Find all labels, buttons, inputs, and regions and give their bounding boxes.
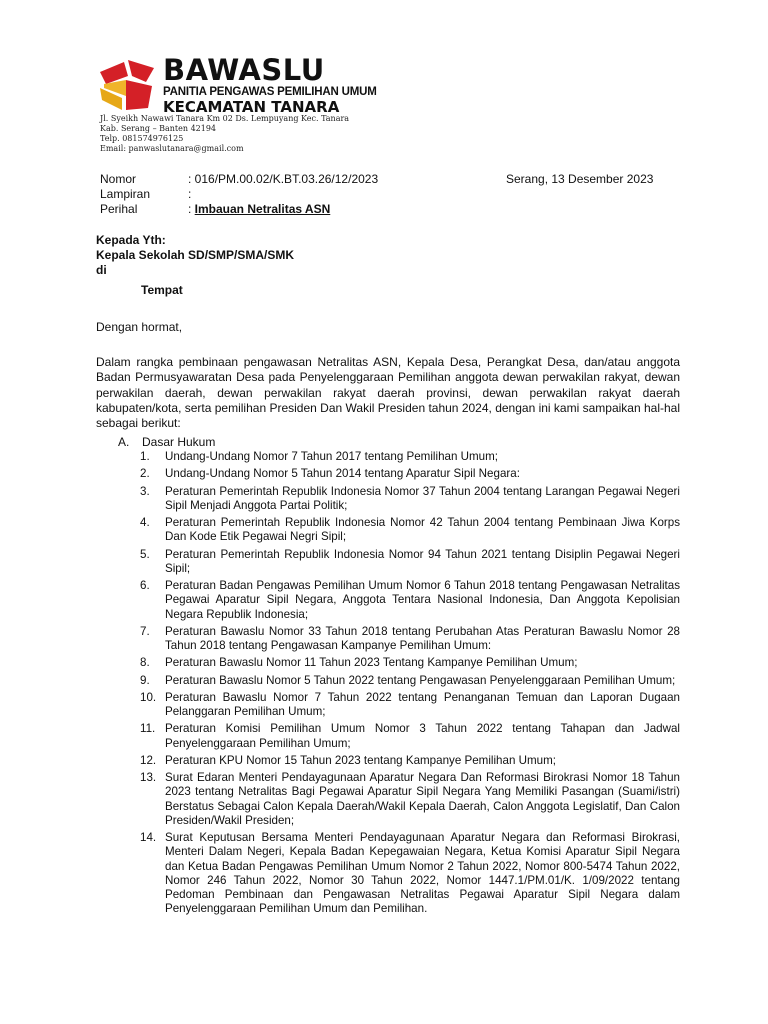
list-item [140, 771, 680, 828]
item-text: Peraturan Badan Pengawas Pemilihan Umum Nomor 6 Tahun 2018 tentang Pengawasan Netralitas Pegawai Aparatur Sipil Negara, Anggota Tentara Nasional Indonesia, Dan Anggota Kepolisian Negara Republik Indonesia; [165, 579, 680, 621]
item-number: 9. [140, 673, 150, 687]
list-item [140, 625, 680, 653]
nomor-label: Nomor [100, 172, 137, 186]
section-letter: A. [118, 435, 130, 449]
item-number: 13. [140, 771, 157, 785]
intro-paragraph: Dalam rangka pembinaan pengawasan Netralitas ASN, Kepala Desa, Perangkat Desa, dan/atau anggota Badan Permusyawaratan Desa pada Penyelenggaraan Pemilihan anggota dewan perwakilan rakyat, dewan perwakilan daerah, dewan perwakilan rakyat daerah provinsi, dewan perwakilan rakyat daerah kabupaten/kota, serta pemilihan Presiden Dan Wakil Presiden tahun 2024, dengan ini kami sampaikan hal-hal sebagai berikut: [96, 355, 680, 431]
item-number: 2. [140, 467, 150, 481]
item-number: 11. [140, 722, 156, 736]
legal-basis-list [140, 450, 680, 919]
address-line: Email: panwaslutanara@gmail.com [100, 144, 244, 153]
perihal-value: Imbauan Netralitas ASN [194, 202, 331, 216]
item-text: Surat Keputusan Bersama Menteri Pendayagunaan Aparatur Negara dan Reformasi Birokrasi, Menteri Dalam Negeri, Kepala Badan Kepegawaian Negara, Ketua Komisi Aparatur Sipil Negara dan Ketua Badan Pengawas Pemilihan Umum Nomor 2 Tahun 2022, Nomor 800-5474 Tahun 2022, Nomor 246 Tahun 2022, Nomor 30 Tahun 2022, Nomor 1447.1/PM.01/K. 1/09/2022 tentang Pedoman Pembinaan dan Pengawasan Netralitas Pegawai Aparatur Sipil Negara dalam Penyelenggaraan Pemilihan Umum dan Pemilihan. [165, 831, 680, 916]
perihal-value-wrap [188, 202, 330, 217]
list-item [140, 674, 680, 688]
item-text: Peraturan Bawaslu Nomor 33 Tahun 2018 tentang Perubahan Atas Peraturan Bawaslu Nomor 28 Tahun 2018 tentang Pengawasan Kampanye Pemilihan Umum: [165, 624, 680, 652]
address-line: Kab. Serang – Banten 42194 [100, 124, 217, 133]
item-text: Undang-Undang Nomor 7 Tahun 2017 tentang Pemilihan Umum; [165, 450, 498, 463]
item-number: 14. [140, 831, 157, 845]
item-number: 6. [140, 579, 150, 593]
item-number: 8. [140, 656, 150, 670]
letter-date: Serang, 13 Desember 2023 [506, 172, 654, 186]
letterhead-brand [163, 55, 377, 116]
perihal-label: Perihal [100, 202, 138, 216]
item-text: Peraturan Bawaslu Nomor 7 Tahun 2022 tentang Penanganan Temuan dan Laporan Dugaan Pelanggaran Pemilihan Umum; [165, 690, 680, 719]
item-text: Peraturan Bawaslu Nomor 11 Tahun 2023 Tentang Kampanye Pemilihan Umum; [165, 656, 578, 670]
address-line: Jl. Syeikh Nawawi Tanara Km 02 Ds. Lempuyang Kec. Tanara [100, 114, 350, 123]
greeting: Dengan hormat, [96, 320, 183, 334]
item-number: 4. [140, 516, 150, 530]
item-number: 7. [140, 624, 150, 638]
brand-unit: KECAMATAN TANARA [163, 98, 340, 116]
list-item [140, 548, 680, 576]
item-number: 3. [140, 484, 150, 498]
lampiran-value: : [188, 187, 192, 201]
list-item [140, 579, 680, 622]
lampiran-label: Lampiran [100, 187, 151, 201]
list-item [140, 691, 680, 719]
brand-name: BAWASLU [163, 53, 325, 87]
addressee-line: Kepada Yth: [96, 233, 166, 247]
addressee-place: Tempat [141, 283, 183, 297]
item-number: 5. [140, 547, 150, 561]
brand-subtitle: PANITIA PENGAWAS PEMILIHAN UMUM [163, 86, 377, 98]
item-text: Peraturan Komisi Pemilihan Umum Nomor 3 Tahun 2022 tentang Tahapan dan Jadwal Penyelenggaraan Pemilihan Umum; [165, 722, 680, 750]
item-text: Peraturan Pemerintah Republik Indonesia Nomor 42 Tahun 2004 tentang Pembinaan Jiwa Korps Dan Kode Etik Pegawai Negri Sipil; [165, 516, 680, 544]
addressee [96, 233, 294, 298]
list-item [140, 722, 680, 750]
nomor-value: : 016/PM.00.02/K.BT.03.26/12/2023 [188, 172, 379, 186]
section-title [118, 435, 215, 450]
item-number: 1. [140, 450, 150, 463]
list-item [140, 485, 680, 513]
list-item [140, 516, 680, 544]
letterhead-address [100, 114, 349, 154]
list-item [140, 754, 680, 768]
addressee-line: di [96, 263, 107, 277]
addressee-line: Kepala Sekolah SD/SMP/SMA/SMK [96, 248, 295, 262]
list-item [140, 450, 680, 464]
list-item [140, 656, 680, 670]
item-number: 12. [140, 753, 157, 767]
list-item [140, 467, 680, 481]
list-item [140, 831, 680, 916]
item-number: 10. [140, 690, 157, 704]
perihal-colon: : [188, 202, 195, 216]
item-text: Undang-Undang Nomor 5 Tahun 2014 tentang Aparatur Sipil Negara: [165, 467, 520, 481]
item-text: Peraturan KPU Nomor 15 Tahun 2023 tentang Kampanye Pemilihan Umum; [165, 753, 556, 767]
item-text: Peraturan Bawaslu Nomor 5 Tahun 2022 tentang Pengawasan Penyelenggaraan Pemilihan Umum; [165, 673, 676, 687]
section-title-text: Dasar Hukum [142, 435, 216, 449]
item-text: Peraturan Pemerintah Republik Indonesia Nomor 37 Tahun 2004 tentang Larangan Pegawai Negeri Sipil Menjadi Anggota Partai Politik; [165, 484, 680, 512]
item-text: Peraturan Pemerintah Republik Indonesia Nomor 94 Tahun 2021 tentang Disiplin Pegawai Negeri Sipil; [165, 547, 680, 575]
bawaslu-logo-icon [98, 58, 158, 112]
address-line: Telp. 081574976125 [100, 134, 184, 143]
item-text: Surat Edaran Menteri Pendayagunaan Aparatur Negara Dan Reformasi Birokrasi Nomor 18 Tahun 2023 tentang Netralitas Bagi Pegawai Aparatur Sipil Negara Yang Memiliki Pasangan (Suami/istri) Berstatus Sebagai Calon Kepala Daerah/Wakil Kepala Daerah, Calon Anggota Legislatif, Dan Calon Presiden/Wakil Presiden; [165, 771, 680, 827]
